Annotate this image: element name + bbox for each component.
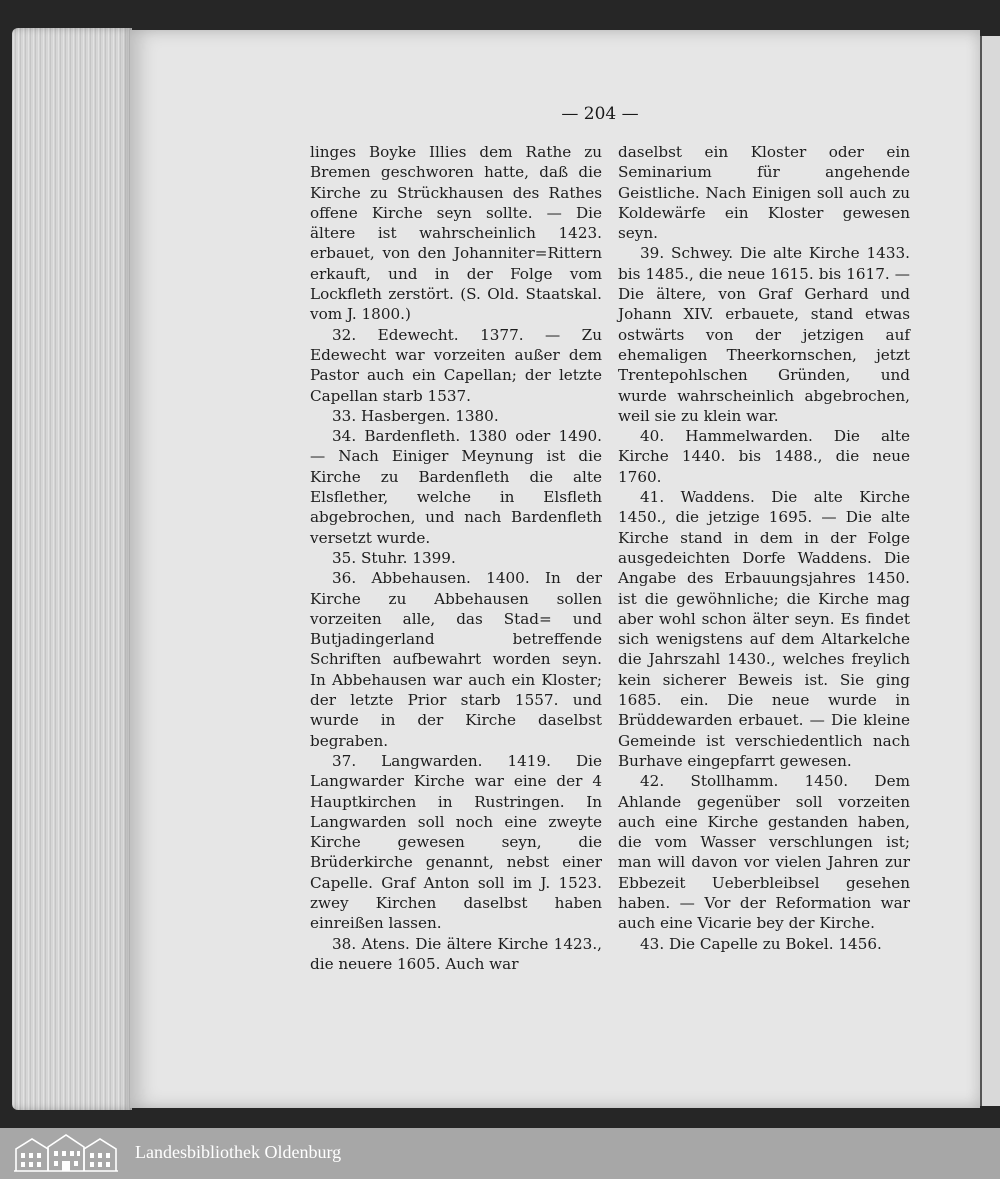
library-footer-bar bbox=[0, 1128, 1000, 1179]
paragraph: 33. Hasbergen. 1380. bbox=[332, 406, 499, 425]
page-number: — 204 — bbox=[561, 104, 639, 124]
paragraph: 40. Hammelwarden. Die alte Kirche 1440. bis 1488., die neue 1760. bbox=[618, 427, 910, 486]
paragraph: 38. Atens. Die ältere Kirche 1423., die neuere 1605. Auch war bbox=[310, 934, 602, 973]
paragraph: 39. Schwey. Die alte Kirche 1433. bis 1485., die neue 1615. bis 1617. — Die ältere, von Graf Gerhard und Johann XIV. erbauete, stand etwas ostwärts von der jetzigen auf ehemaligen Theerkornschen, jetzt Trentepohlschen Gründen, und wurde wahrscheinlich abgebrochen, weil sie zu klein war. bbox=[618, 244, 910, 425]
paragraph: 41. Waddens. Die alte Kirche 1450., die jetzige 1695. — Die alte Kirche stand in dem in der Folge ausgedeichten Dorfe Waddens. Die Angabe des Erbauungsjahres 1450. ist die gewöhnliche; die Kirche mag aber wohl schon älter seyn. Es findet sich wenigstens auf dem Altarkelche die Jahrszahl 1430., welches freylich kein sicherer Beweis ist. Sie ging 1685. ein. Die neue wurde in Brüddewarden erbauet. — Die kleine Gemeinde ist verschiedentlich nach Burhave eingepfarrt gewesen. bbox=[618, 488, 910, 770]
library-name: Landesbibliothek Oldenburg bbox=[135, 1142, 342, 1162]
book-page-edges bbox=[12, 28, 132, 1110]
paragraph: 34. Bardenfleth. 1380 oder 1490. — Nach Einiger Meynung ist die Kirche zu Bardenfleth die alte Elsflether, welche in Elsfleth abgebrochen, und nach Bardenfleth versetzt wurde. bbox=[310, 427, 602, 547]
left-text-column bbox=[310, 142, 602, 974]
paragraph: 32. Edewecht. 1377. — Zu Edewecht war vorzeiten außer dem Pastor auch ein Capellan; der letzte Capellan starb 1537. bbox=[310, 325, 602, 405]
paragraph: 37. Langwarden. 1419. Die Langwarder Kirche war eine der 4 Hauptkirchen in Rustringen. In Langwarden soll noch eine zweyte Kirche gewesen seyn, die Brüderkirche genannt, nebst einer Capelle. Graf Anton soll im J. 1523. zwey Kirchen daselbst haben einreißen lassen. bbox=[310, 751, 602, 933]
right-text-column bbox=[618, 142, 910, 954]
paragraph: 43. Die Capelle zu Bokel. 1456. bbox=[640, 934, 882, 953]
library-building-icon bbox=[12, 1133, 120, 1173]
paragraph: 36. Abbehausen. 1400. In der Kirche zu Abbehausen sollen vorzeiten alle, das Stad= und Butjadingerland betreffende Schriften aufbewahrt worden seyn. In Abbehausen war auch ein Kloster; der letzte Prior starb 1557. und wurde in der Kirche daselbst begraben. bbox=[310, 569, 602, 750]
paragraph: 42. Stollhamm. 1450. Dem Ahlande gegenüber soll vorzeiten auch eine Kirche gestanden haben, die vom Wasser verschlungen ist; man will davon vor vielen Jahren zur Ebbezeit Ueberbleibsel gesehen haben. — Vor der Reformation war auch eine Vicarie bey der Kirche. bbox=[618, 772, 910, 933]
paragraph: daselbst ein Kloster oder ein Seminarium für angehende Geistliche. Nach Einigen soll auch zu Koldewärfe ein Kloster gewesen seyn. bbox=[618, 143, 910, 243]
facing-page-edge bbox=[980, 36, 1000, 1106]
paragraph: linges Boyke Illies dem Rathe zu Bremen geschworen hatte, daß die Kirche zu Strückhausen des Rathes offene Kirche seyn sollte. — Die ältere ist wahrscheinlich 1423. erbauet, von den Johanniter=Rittern erkauft, und in der Folge vom Lockfleth zerstört. (S. Old. Staatskal. vom J. 1800.) bbox=[310, 143, 602, 324]
paragraph: 35. Stuhr. 1399. bbox=[332, 548, 456, 567]
